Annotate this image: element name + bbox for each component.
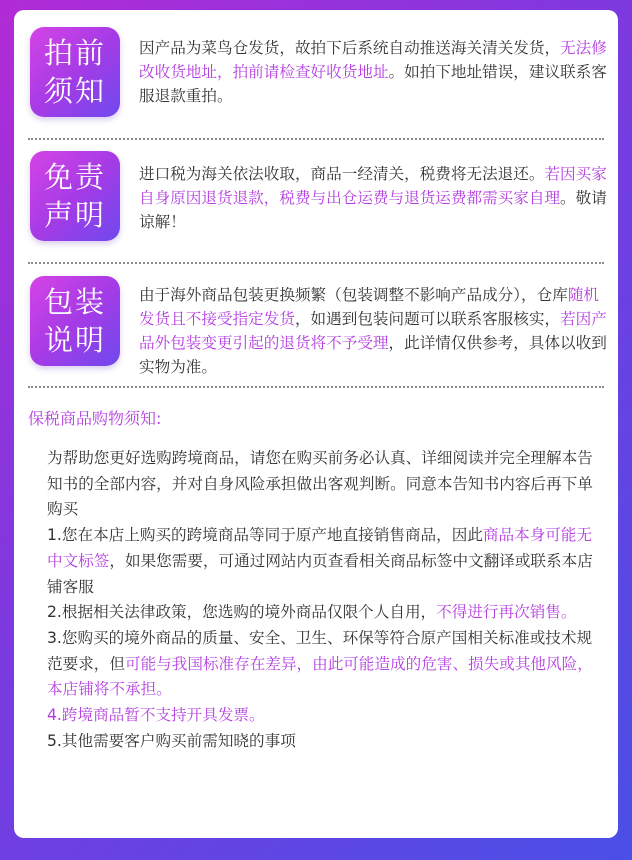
guide-item-4 — [47, 703, 599, 729]
highlight-text: 随机发货且不接受指定发货 — [139, 286, 600, 328]
highlight-text: 4.跨境商品暂不支持开具发票。 — [47, 706, 265, 725]
pre-purchase-badge — [30, 27, 120, 117]
highlight-text: 商品本身可能无中文标签 — [47, 526, 593, 570]
dotted-divider — [28, 262, 604, 264]
text-run: 因产品为菜鸟仓发货，故拍下后系统自动推送海关清关发货， — [139, 39, 561, 57]
guide-body — [47, 446, 599, 754]
badge-line: 须知 — [43, 74, 106, 108]
disclaimer-text — [139, 162, 609, 234]
dotted-divider — [28, 138, 604, 140]
pre-purchase-text — [139, 36, 609, 108]
guide-item-1 — [47, 523, 599, 600]
highlight-text: 若因产品外包装变更引起的退货将不予受理 — [139, 310, 607, 352]
disclaimer-badge — [30, 151, 120, 241]
packaging-badge — [30, 276, 120, 366]
dotted-divider — [28, 386, 604, 388]
text-run: 。敬请谅解！ — [139, 189, 607, 231]
text-run: 由于海外商品包装更换频繁（包装调整不影响产品成分），仓库 — [139, 286, 568, 304]
guide-item-2 — [47, 600, 599, 626]
badge-line: 拍前 — [43, 36, 106, 70]
notice-card — [14, 10, 618, 838]
text-run: ，如遇到包装问题可以联系客服核实， — [294, 310, 561, 328]
packaging-text — [139, 283, 609, 379]
highlight-text: 可能与我国标准存在差异，由此可能造成的危害、损失或其他风险，本店铺将不承担。 — [47, 654, 593, 699]
text-run: 2.根据相关法律政策，您选购的境外商品仅限个人自用， — [47, 603, 437, 622]
guide-item-3 — [47, 626, 599, 703]
highlight-text: 无法修改收货地址，拍前请检查好收货地址 — [139, 39, 607, 81]
text-run: 3.您购买的境外商品的质量、安全、卫生、环保等符合原产国相关标准或技术规范要求，但 — [47, 628, 593, 673]
highlight-text: 不得进行再次销售。 — [436, 603, 577, 622]
section-title: 保税商品购物须知: — [28, 409, 162, 428]
text-run: 。如拍下地址错误，建议联系客服退款重拍。 — [139, 63, 607, 105]
badge-line: 免责 — [43, 160, 106, 194]
guide-item-5: 5.其他需要客户购买前需知晓的事项 — [47, 731, 296, 750]
text-run: ，此详情仅供参考，具体以收到实物为准。 — [139, 334, 607, 376]
guide-intro: 为帮助您更好选购跨境商品，请您在购买前务必认真、详细阅读并完全理解本告知书的全部内容，并对自身风险承担做出客观判断。同意本告知书内容后再下单购买 — [47, 449, 593, 519]
badge-line: 包装 — [43, 285, 106, 319]
highlight-text: 若因买家自身原因退货退款，税费与出仓运费与退货运费都需买家自理 — [139, 165, 607, 207]
badge-line: 说明 — [43, 323, 106, 357]
text-run: 1.您在本店上购买的跨境商品等同于原产地直接销售商品，因此 — [47, 526, 483, 545]
text-run: ，如果您需要，可通过网站内页查看相关商品标签中文翻译或联系本店铺客服 — [47, 551, 593, 596]
text-run: 进口税为海关依法收取，商品一经清关，税费将无法退还。 — [139, 165, 545, 183]
badge-line: 声明 — [43, 198, 106, 232]
